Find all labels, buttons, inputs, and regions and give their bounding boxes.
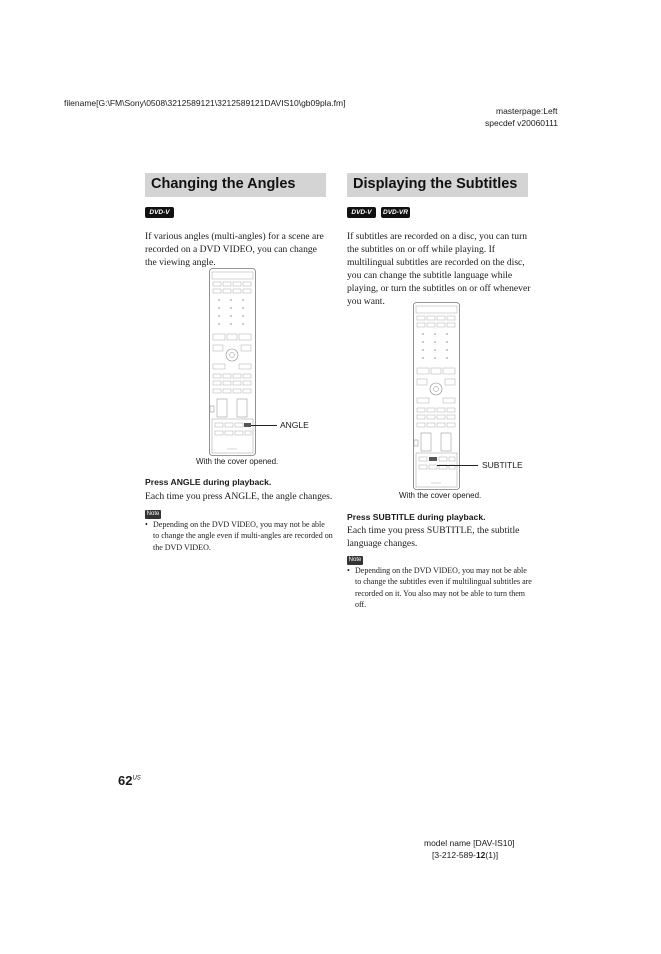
- angle-leader-line: [251, 425, 277, 426]
- page-number: [118, 773, 141, 788]
- dvd-vr-badge: DVD-VR: [381, 207, 410, 218]
- note-badge: Note: [348, 557, 362, 563]
- section-title-angles: [145, 173, 326, 197]
- remote-control-drawing: [413, 302, 460, 490]
- dvd-v-badge: DVD-V: [145, 207, 174, 218]
- angles-intro: If various angles (multi-angles) for a scene are recorded on a DVD VIDEO, you can change the viewing angle.: [145, 231, 324, 268]
- part-number-suffix: (1)]: [485, 850, 499, 860]
- subtitle-note-text: Depending on the DVD VIDEO, you may not be able to change the subtitles even if multilingual subtitles are recorded on it. You also may not be able to turn them off.: [355, 566, 532, 609]
- subtitle-callout-label: SUBTITLE: [482, 460, 523, 470]
- left-figure-caption: With the cover opened.: [196, 457, 279, 466]
- subtitle-leader-line: [437, 465, 478, 466]
- remote-control-illustration: [209, 268, 256, 456]
- bullet-icon: •: [145, 520, 148, 529]
- page-number-suffix: US: [132, 775, 141, 782]
- angle-step-description: Each time you press ANGLE, the angle changes.: [145, 491, 333, 502]
- dvd-v-badge: DVD-V: [347, 207, 376, 218]
- right-figure-caption: With the cover opened.: [399, 491, 482, 500]
- angle-callout-label: ANGLE: [280, 420, 309, 430]
- part-number: [432, 850, 498, 860]
- angle-note-text: Depending on the DVD VIDEO, you may not be able to change the angle even if multi-angles are recorded on the DVD VIDEO.: [153, 520, 333, 552]
- subtitle-note: [347, 565, 535, 610]
- part-number-bold: 12: [475, 850, 486, 860]
- subtitles-intro: If subtitles are recorded on a disc, you can turn the subtitles on or off while playing. If multilingual subtitles are recorded on the disc, you can change the subtitle language while playing, or turn the subtitles on or off whenever you want.: [347, 231, 531, 307]
- angle-note: [145, 519, 333, 553]
- model-name: model name [DAV-IS10]: [424, 838, 515, 848]
- section-title-subtitles: [347, 173, 528, 197]
- section-title-text: Changing the Angles: [151, 176, 296, 192]
- subtitle-step-heading: Press SUBTITLE during playback.: [347, 512, 486, 522]
- remote-control-illustration: [413, 302, 460, 490]
- specdef-label: specdef v20060111: [485, 118, 558, 128]
- remote-control-drawing: [209, 268, 256, 456]
- bullet-icon: •: [347, 566, 350, 575]
- note-badge: Note: [146, 511, 160, 517]
- section-title-text: Displaying the Subtitles: [353, 176, 518, 192]
- page-number-value: 62: [118, 773, 133, 788]
- masterpage-label: masterpage:Left: [496, 106, 558, 116]
- angle-step-heading: Press ANGLE during playback.: [145, 477, 272, 487]
- filename-header: filename[G:\FM\Sony\0508\3212589121\3212589121DAVIS10\gb09pla.fm]: [64, 98, 346, 108]
- subtitle-step-description: Each time you press SUBTITLE, the subtitle language changes.: [347, 525, 520, 549]
- part-number-prefix: [3-212-589-: [432, 850, 476, 860]
